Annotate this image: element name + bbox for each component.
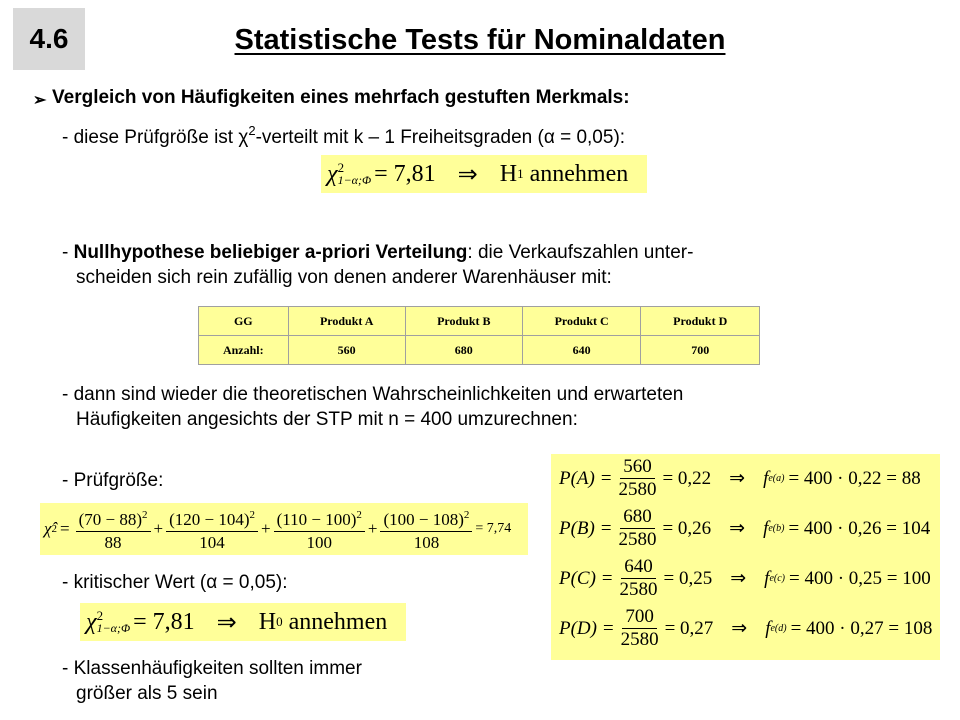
- probability-row: P(A) = $\frac{560}{2580}$ = 0,22 ⇒ f e(a) = 400 · 0,22 = 88: [559, 456, 921, 500]
- implies-icon: ⇒: [729, 468, 746, 489]
- probability-row: P(B) = $\frac{680}{2580}$ = 0,26 ⇒ f e(b) = 400 · 0,26 = 104: [559, 506, 931, 550]
- table-header-cell: Produkt D: [641, 307, 760, 336]
- kritischer-wert-label: - kritischer Wert (α = 0,05):: [62, 572, 288, 593]
- chi-term: $\frac{(110 - 100)^2}{100}$: [274, 504, 365, 554]
- chi-distribution-line: - diese Prüfgröße ist $\chi^2$-verteilt mit k – 1 Freiheitsgraden (α = 0,05):: [62, 123, 626, 148]
- chi-term: $\frac{(120 - 104)^2}{104}$: [166, 504, 258, 554]
- table-row: [199, 336, 760, 365]
- arrow-bullet-icon: ➢: [33, 92, 47, 109]
- slide-number: 4.6: [29, 23, 69, 54]
- implies-icon: ⇒: [731, 618, 748, 639]
- section-heading: Vergleich von Häufigkeiten eines mehrfach gestuften Merkmals:: [52, 87, 630, 108]
- table-header-cell: Produkt C: [522, 307, 641, 336]
- then-line: - dann sind wieder die theoretischen Wahrscheinlichkeiten und erwarteten: [62, 384, 684, 405]
- chi-term: $\frac{(100 - 108)^2}{108}$: [380, 504, 472, 554]
- null-hypothesis-line2: scheiden sich rein zufällig von denen anderer Warenhäuser mit:: [76, 267, 612, 288]
- chi-square-formula: χ̂ 2 = $\frac{(70 - 88)^2}{88}$ + $\frac{(120 - 104)^2}{104}$ + $\frac{(110 - 100)^2}{100}$ + $\frac{(100 - 108)^2}{108}$ = 7,74: [40, 503, 528, 555]
- sales-table: [198, 306, 760, 365]
- then-line2: Häufigkeiten angesichts der STP mit n = 400 umzurechnen:: [76, 409, 578, 430]
- table-header-cell: GG: [199, 307, 289, 336]
- chi-term: $\frac{(70 - 88)^2}{88}$: [76, 504, 151, 554]
- table-cell: Anzahl:: [199, 336, 289, 365]
- table-header-cell: Produkt B: [405, 307, 522, 336]
- klassen-line: - Klassenhäufigkeiten sollten immer: [62, 658, 362, 679]
- table-cell: 560: [288, 336, 405, 365]
- table-cell: 640: [522, 336, 641, 365]
- implies-icon: ⇒: [457, 161, 478, 188]
- formula-h0: χ 2 1−α;Φ = 7,81 ⇒ H 0 annehmen: [80, 603, 406, 641]
- table-header-row: [199, 307, 760, 336]
- table-cell: 680: [405, 336, 522, 365]
- implies-icon: ⇒: [216, 609, 237, 636]
- probability-box: [551, 454, 940, 660]
- implies-icon: ⇒: [730, 568, 747, 589]
- klassen-line2: größer als 5 sein: [76, 683, 218, 704]
- pruefgroesse-label: - Prüfgröße:: [62, 470, 164, 491]
- formula-h1: χ 2 1−α;Φ = 7,81 ⇒ H 1 annehmen: [321, 155, 647, 193]
- page-title: Statistische Tests für Nominaldaten: [234, 24, 726, 56]
- table-cell: 700: [641, 336, 760, 365]
- implies-icon: ⇒: [729, 518, 746, 539]
- probability-row: P(C) = $\frac{640}{2580}$ = 0,25 ⇒ f e(c) = 400 · 0,25 = 100: [559, 556, 931, 600]
- probability-row: P(D) = $\frac{700}{2580}$ = 0,27 ⇒ f e(d) = 400 · 0,27 = 108: [559, 606, 933, 650]
- null-hypothesis-line: - Nullhypothese beliebiger a-priori Verteilung: die Verkaufszahlen unter-: [62, 242, 694, 263]
- table-header-cell: Produkt A: [288, 307, 405, 336]
